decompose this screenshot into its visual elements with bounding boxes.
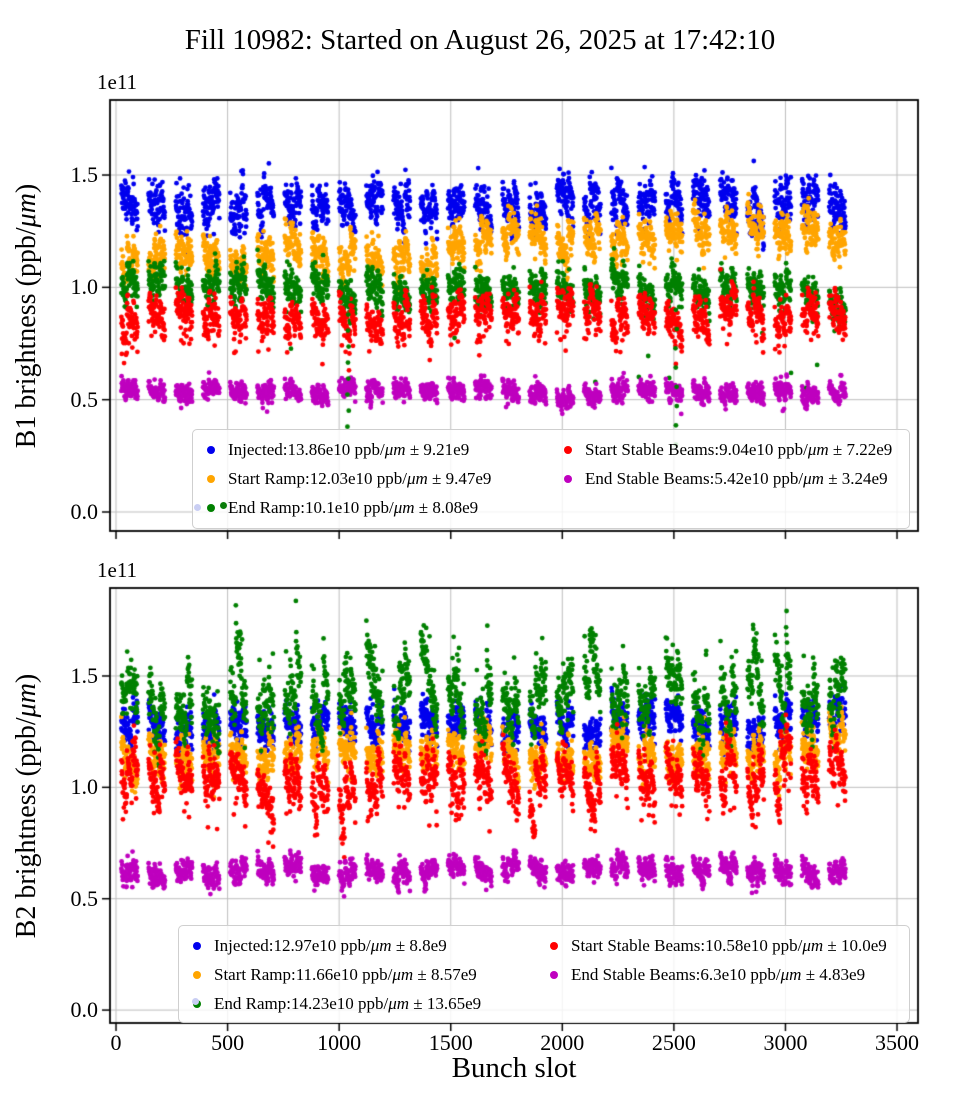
outlier-point <box>220 502 227 509</box>
legend-marker-dot <box>193 971 201 979</box>
x-tick-label: 2500 <box>651 1030 696 1055</box>
legend-entry <box>564 465 888 493</box>
legend-marker-dot <box>207 446 215 454</box>
y-tick-label: 0.0 <box>70 498 98 524</box>
legend-entry <box>550 932 887 960</box>
legend-marker-dot <box>207 504 215 512</box>
y-tick-label: 0.5 <box>70 885 98 911</box>
y-axis-label-b2: B2 brightness (ppb/μm) <box>11 673 42 938</box>
legend-b1 <box>192 429 910 529</box>
legend-entry-label: Start Stable Beams:10.58e10 ppb/μm ± 10.0e9 <box>571 936 887 955</box>
chart-title: Fill 10982: Started on August 26, 2025 at 17:42:10 <box>184 24 776 56</box>
legend-entry <box>207 436 469 464</box>
offset-text-1e11: 1e11 <box>97 70 138 94</box>
legend-entry-label: End Ramp:14.23e10 ppb/μm ± 13.65e9 <box>214 994 482 1013</box>
x-tick-label: 1000 <box>317 1030 362 1055</box>
x-tick-label: 500 <box>211 1030 245 1055</box>
legend-marker-dot <box>564 446 572 454</box>
y-tick-label: 0.5 <box>70 386 98 412</box>
legend-entry-label: End Stable Beams:5.42e10 ppb/μm ± 3.24e9 <box>585 469 888 488</box>
y-tick-label: 1.0 <box>70 274 98 300</box>
legend-entry <box>193 961 477 989</box>
x-tick-label: 0 <box>110 1030 122 1055</box>
legend-entry <box>193 932 447 960</box>
y-tick-label: 0.0 <box>70 997 98 1023</box>
legend-entry-label: End Stable Beams:6.3e10 ppb/μm ± 4.83e9 <box>571 965 866 984</box>
y-tick-label: 1.5 <box>70 162 98 188</box>
legend-entry-label: Start Stable Beams:9.04e10 ppb/μm ± 7.22e9 <box>585 440 893 459</box>
x-tick-label: 2000 <box>540 1030 585 1055</box>
legend-entry <box>564 436 892 464</box>
x-tick-label: 3000 <box>763 1030 808 1055</box>
x-tick-label: 1500 <box>428 1030 473 1055</box>
legend-marker-dot <box>207 475 215 483</box>
y-axis-label-b1: B1 brightness (ppb/μm) <box>11 183 42 448</box>
legend-entry-label: End Ramp:10.1e10 ppb/μm ± 8.08e9 <box>228 498 479 517</box>
legend-entry-label: Injected:13.86e10 ppb/μm ± 9.21e9 <box>228 440 470 459</box>
legend-entry-label: Injected:12.97e10 ppb/μm ± 8.8e9 <box>214 936 447 955</box>
offset-text-1e11: 1e11 <box>97 558 138 582</box>
legend-entry <box>550 961 865 989</box>
legend-entry <box>207 494 478 522</box>
legend-entry <box>193 990 481 1018</box>
x-tick-label: 3500 <box>875 1030 920 1055</box>
outlier-point <box>194 504 201 511</box>
y-tick-label: 1.5 <box>70 662 98 688</box>
legend-entry-label: Start Ramp:12.03e10 ppb/μm ± 9.47e9 <box>228 469 492 488</box>
x-axis-label: Bunch slot <box>451 1052 577 1084</box>
y-tick-label: 1.0 <box>70 774 98 800</box>
legend-marker-dot <box>564 475 572 483</box>
legend-marker-dot <box>550 971 558 979</box>
legend-b2 <box>178 925 910 1023</box>
legend-entry <box>207 465 491 493</box>
legend-marker-dot <box>550 942 558 950</box>
legend-entry-label: Start Ramp:11.66e10 ppb/μm ± 8.57e9 <box>214 965 477 984</box>
outlier-point <box>192 998 199 1005</box>
legend-marker-dot <box>193 942 201 950</box>
